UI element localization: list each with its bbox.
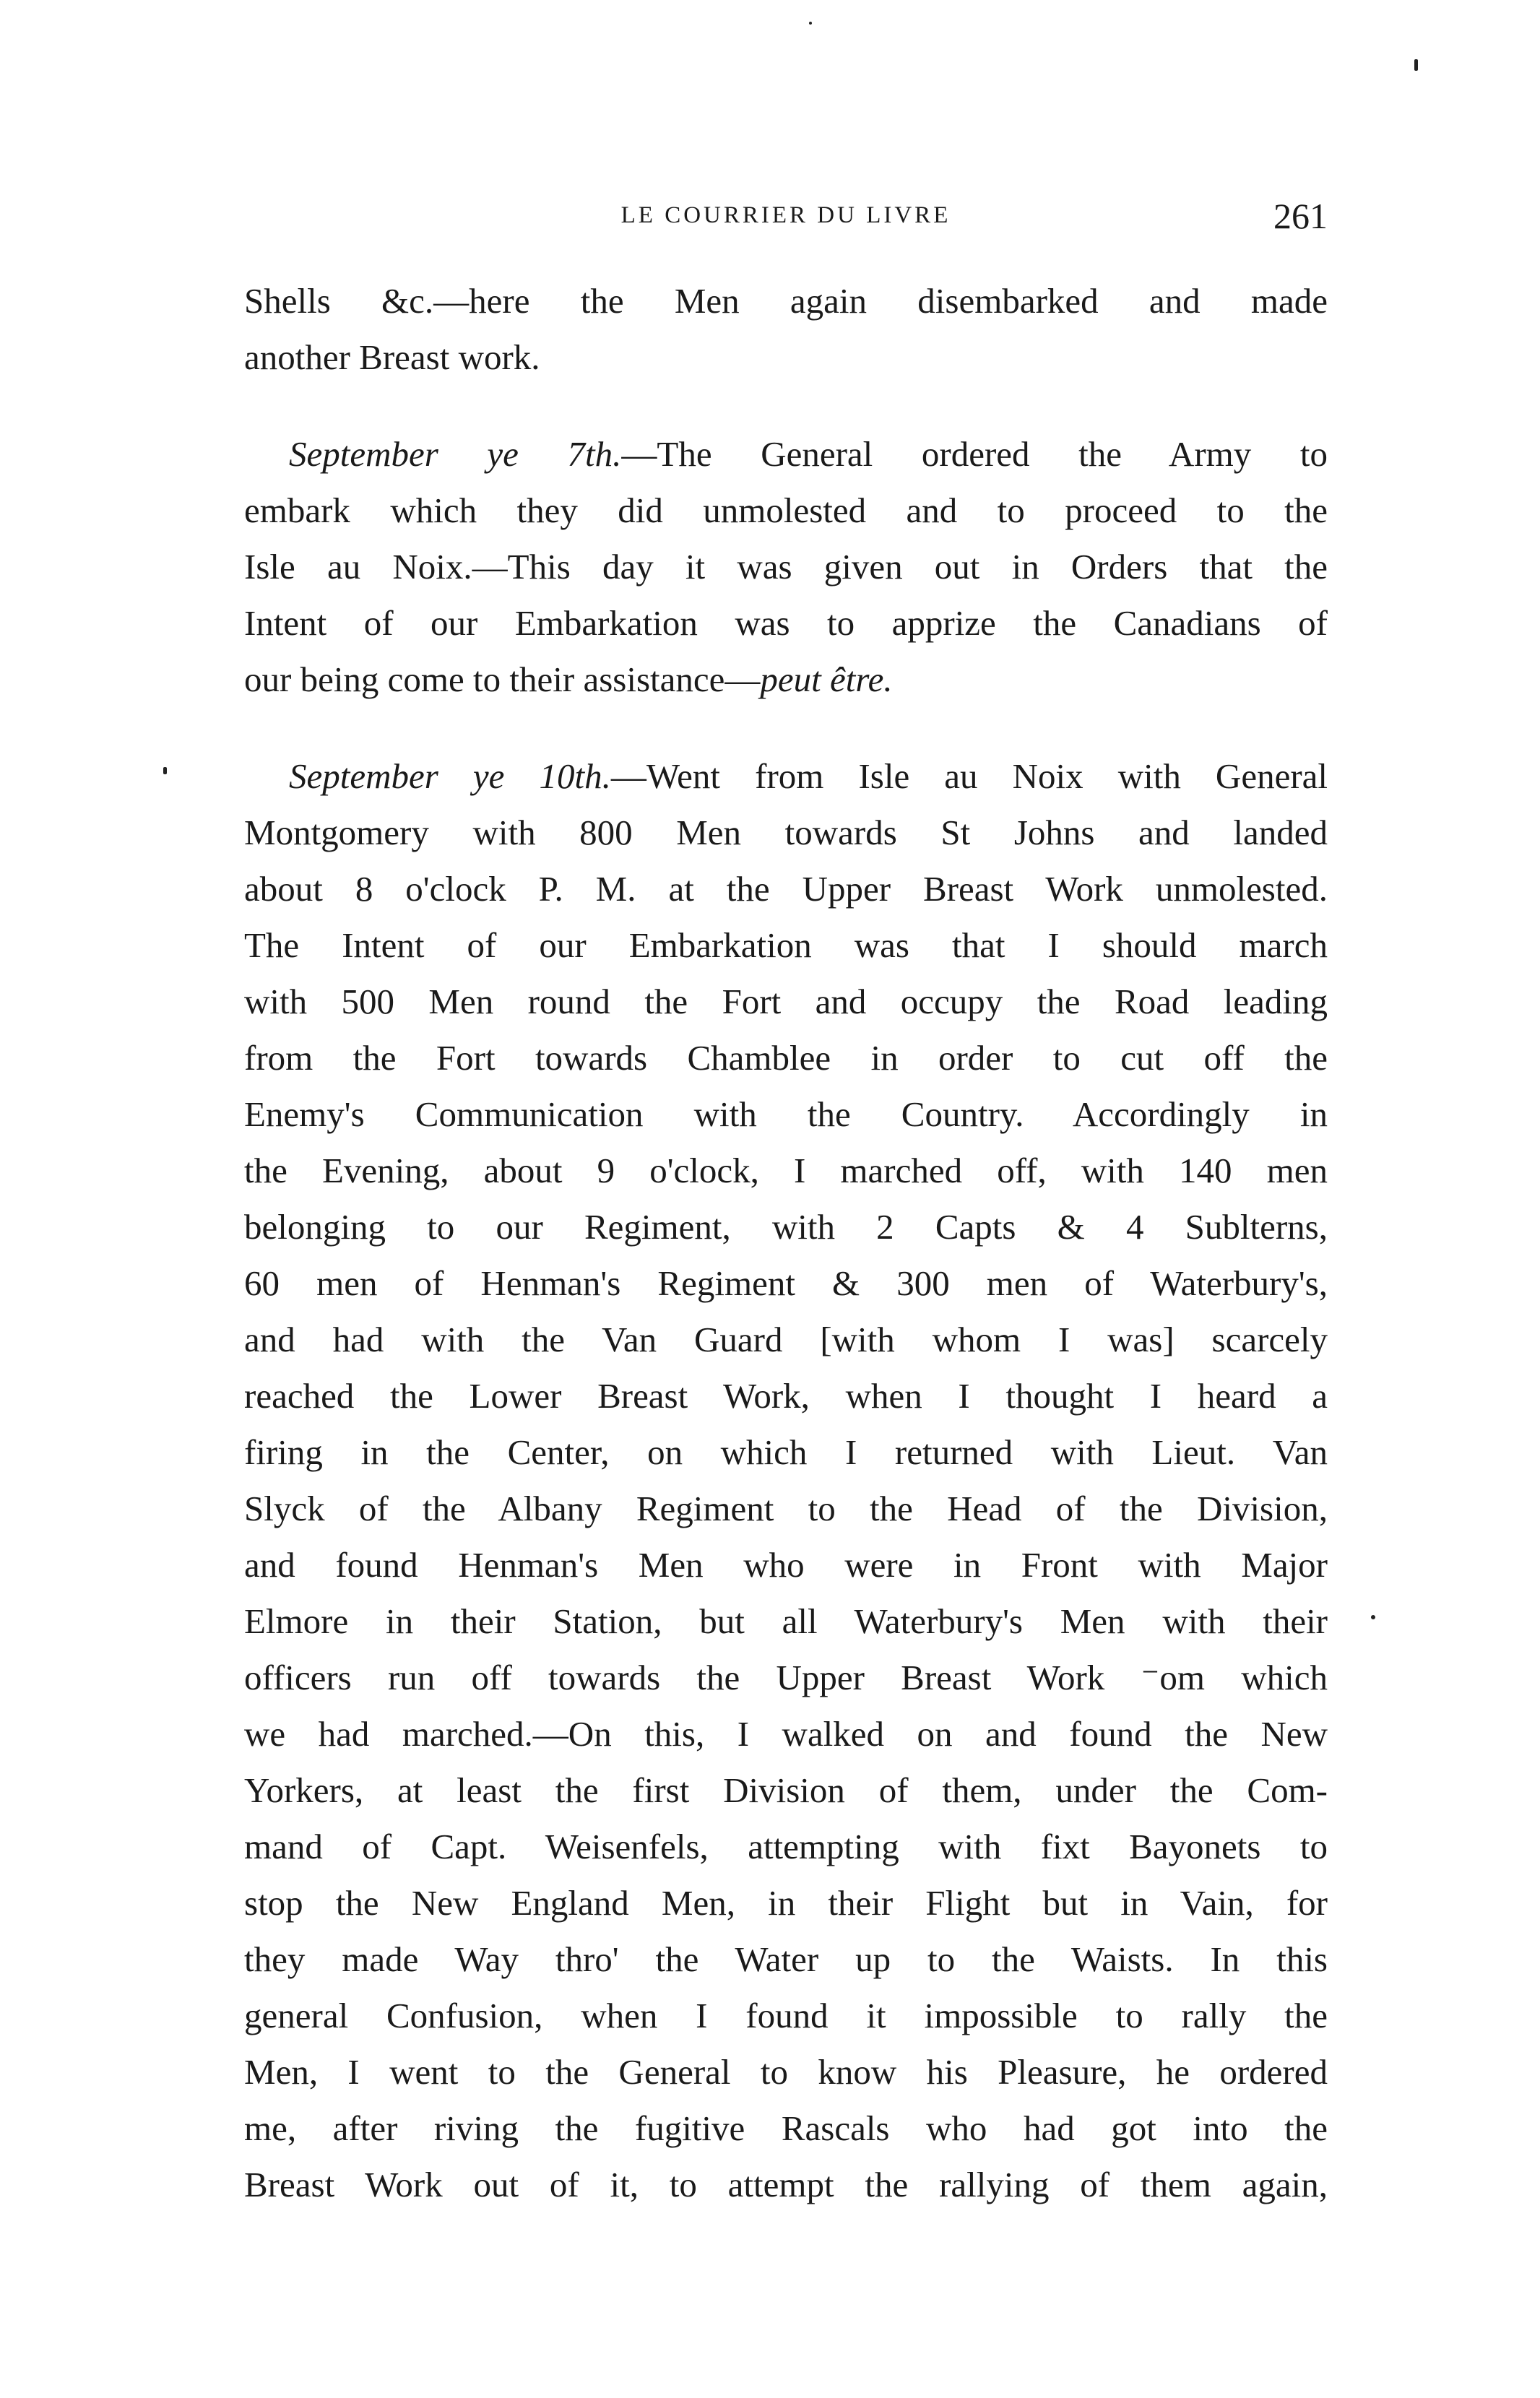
text-line: firing in the Center, on which I returned with Lieut. Van <box>244 1432 1328 1472</box>
page-header <box>244 195 1328 246</box>
running-head: LE COURRIER DU LIVRE <box>620 202 951 228</box>
text-line: stop the New England Men, in their Flight but in Vain, for <box>244 1883 1328 1923</box>
body-text <box>244 273 1328 2213</box>
text-line: general Confusion, when I found it impossible to rally the <box>244 1996 1328 2035</box>
text-line: Breast Work out of it, to attempt the rallying of them again, <box>244 2165 1328 2204</box>
text-line: belonging to our Regiment, with 2 Capts & 4 Sublterns, <box>244 1207 1328 1247</box>
text-line: Men, I went to the General to know his Pleasure, he ordered <box>244 2052 1328 2092</box>
text-line: 60 men of Henman's Regiment & 300 men of Waterbury's, <box>244 1263 1328 1303</box>
entry-date: September ye 10th. <box>289 756 611 796</box>
text-span: our being come to their assistance— <box>244 659 761 699</box>
paragraph-september-10 <box>244 748 1328 2213</box>
ink-speck <box>163 767 167 774</box>
text-line: we had marched.—On this, I walked on and found the New <box>244 1714 1328 1754</box>
text-line: reached the Lower Breast Work, when I thought I heard a <box>244 1376 1328 1416</box>
text-line: mand of Capt. Weisenfels, attempting with fixt Bayonets to <box>244 1827 1328 1866</box>
text-line: they made Way thro' the Water up to the Waists. In this <box>244 1939 1328 1979</box>
text-line: with 500 Men round the Fort and occupy the Road leading <box>244 982 1328 1021</box>
text-line: Enemy's Communication with the Country. Accordingly in <box>244 1094 1328 1134</box>
text-span: —Went from Isle au Noix with General <box>610 756 1328 796</box>
text-line: The Intent of our Embarkation was that I should march <box>244 925 1328 965</box>
text-line: Slyck of the Albany Regiment to the Head of the Division, <box>244 1489 1328 1528</box>
text-line: Elmore in their Station, but all Waterbury's Men with their <box>244 1601 1328 1641</box>
ink-speck <box>1414 59 1418 71</box>
text-line: me, after riving the fugitive Rascals who had got into the <box>244 2108 1328 2148</box>
text-line: Shells &c.—here the Men again disembarked and made <box>244 281 1328 321</box>
text-span: —The General ordered the Army to <box>621 434 1328 474</box>
text-line: from the Fort towards Chamblee in order to cut off the <box>244 1038 1328 1078</box>
ink-speck <box>809 22 812 25</box>
text-line: Isle au Noix.—This day it was given out in Orders that the <box>244 547 1328 586</box>
entry-date: September ye 7th. <box>289 434 622 474</box>
paragraph-continuation <box>244 273 1328 386</box>
text-line: embark which they did unmolested and to proceed to the <box>244 490 1328 530</box>
text-line: officers run off towards the Upper Breast Work ⁻om which <box>244 1658 1328 1697</box>
text-line <box>244 426 1328 482</box>
text-line: Montgomery with 800 Men towards St Johns and landed <box>244 813 1328 852</box>
text-line: another Breast work. <box>244 337 540 377</box>
text-line: the Evening, about 9 o'clock, I marched off, with 140 men <box>244 1151 1328 1190</box>
text-line: Yorkers, at least the first Division of them, under the Com- <box>244 1770 1328 1810</box>
italic-phrase: peut être. <box>760 659 893 699</box>
text-line: and had with the Van Guard [with whom I was] scarcely <box>244 1320 1328 1359</box>
page-number: 261 <box>1273 196 1328 236</box>
text-line <box>244 748 1328 805</box>
text-line: and found Henman's Men who were in Front with Major <box>244 1545 1328 1585</box>
ink-speck <box>1371 1615 1375 1619</box>
text-line: about 8 o'clock P. M. at the Upper Breast Work unmolested. <box>244 869 1328 909</box>
text-line <box>244 652 1328 708</box>
text-line: Intent of our Embarkation was to apprize the Canadians of <box>244 603 1328 643</box>
paragraph-september-7 <box>244 426 1328 708</box>
